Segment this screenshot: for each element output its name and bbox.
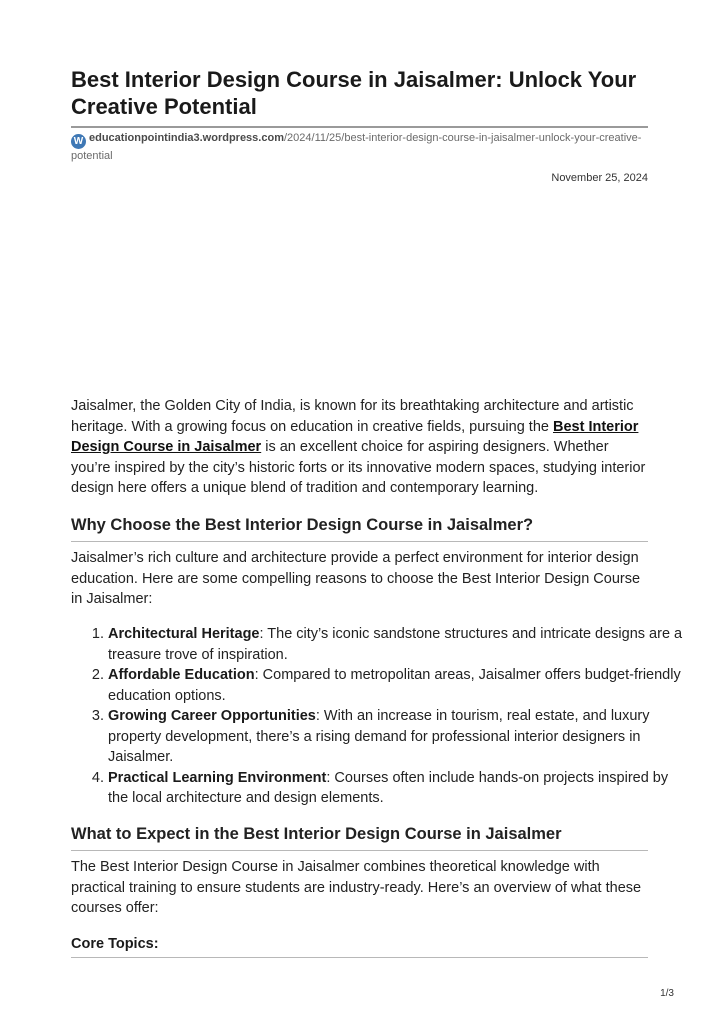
source-domain[interactable]: educationpointindia3.wordpress.com — [89, 132, 284, 144]
list-item — [108, 706, 686, 768]
article-title: Best Interior Design Course in Jaisalmer: Unlock Your Creative Potential — [71, 67, 637, 119]
source-url[interactable] — [71, 131, 648, 163]
list-item-text: : Courses often include hands-on projects inspired by the local architecture and design elements. — [108, 769, 669, 806]
intro-paragraph — [71, 396, 649, 499]
title-divider — [71, 126, 648, 128]
list-item-term: Affordable Education — [108, 667, 255, 683]
expect-divider — [71, 850, 648, 851]
list-item-term: Practical Learning Environment — [108, 769, 327, 786]
core-topics-heading: Core Topics: — [71, 936, 159, 952]
intro-text-after: is an excellent choice for aspiring designers. Whether you’re inspired by the city’s historic forts or its innovative modern spaces, studying interior design here offers a unique blend of tradition and contemporary learning. — [71, 439, 646, 496]
publish-date: November 25, 2024 — [551, 172, 648, 184]
why-divider — [71, 541, 648, 542]
expect-heading: What to Expect in the Best Interior Design Course in Jaisalmer — [71, 825, 562, 843]
list-item — [108, 624, 686, 665]
list-item-text: : Compared to metropolitan areas, Jaisalmer offers budget-friendly education options. — [108, 667, 681, 704]
list-item-text: : With an increase in tourism, real estate, and luxury property development, there’s a rising demand for professional interior designers in Jaisalmer. — [108, 708, 650, 765]
why-paragraph: Jaisalmer’s rich culture and architecture provide a perfect environment for interior design education. Here are some compelling reasons to choose the Best Interior Design Course in Jaisalmer: — [71, 550, 641, 607]
list-item — [108, 665, 686, 706]
list-item-text: : The city’s iconic sandstone structures and intricate designs are a treasure trove of inspiration. — [108, 626, 683, 663]
wordpress-icon: W — [71, 134, 86, 149]
list-item-term: Growing Career Opportunities — [108, 708, 316, 724]
expect-paragraph: The Best Interior Design Course in Jaisalmer combines theoretical knowledge with practical training to ensure students are industry-ready. Here’s an overview of what these courses offer: — [71, 859, 642, 916]
list-item — [108, 768, 686, 809]
intro-text-before: Jaisalmer, the Golden City of India, is known for its breathtaking architecture and artistic heritage. With a growing focus on education in creative fields, pursuing the — [71, 398, 634, 435]
core-topics-divider — [71, 957, 648, 958]
source-path[interactable]: /2024/11/25/best-interior-design-course-in-jaisalmer-unlock-your-creative-potential — [71, 132, 642, 162]
list-item-term: Architectural Heritage — [108, 626, 260, 642]
course-link[interactable]: Best Interior Design Course in Jaisalmer — [71, 418, 639, 455]
why-heading: Why Choose the Best Interior Design Course in Jaisalmer? — [71, 516, 534, 534]
page-number: 1/3 — [660, 988, 674, 999]
reasons-list — [71, 624, 686, 809]
